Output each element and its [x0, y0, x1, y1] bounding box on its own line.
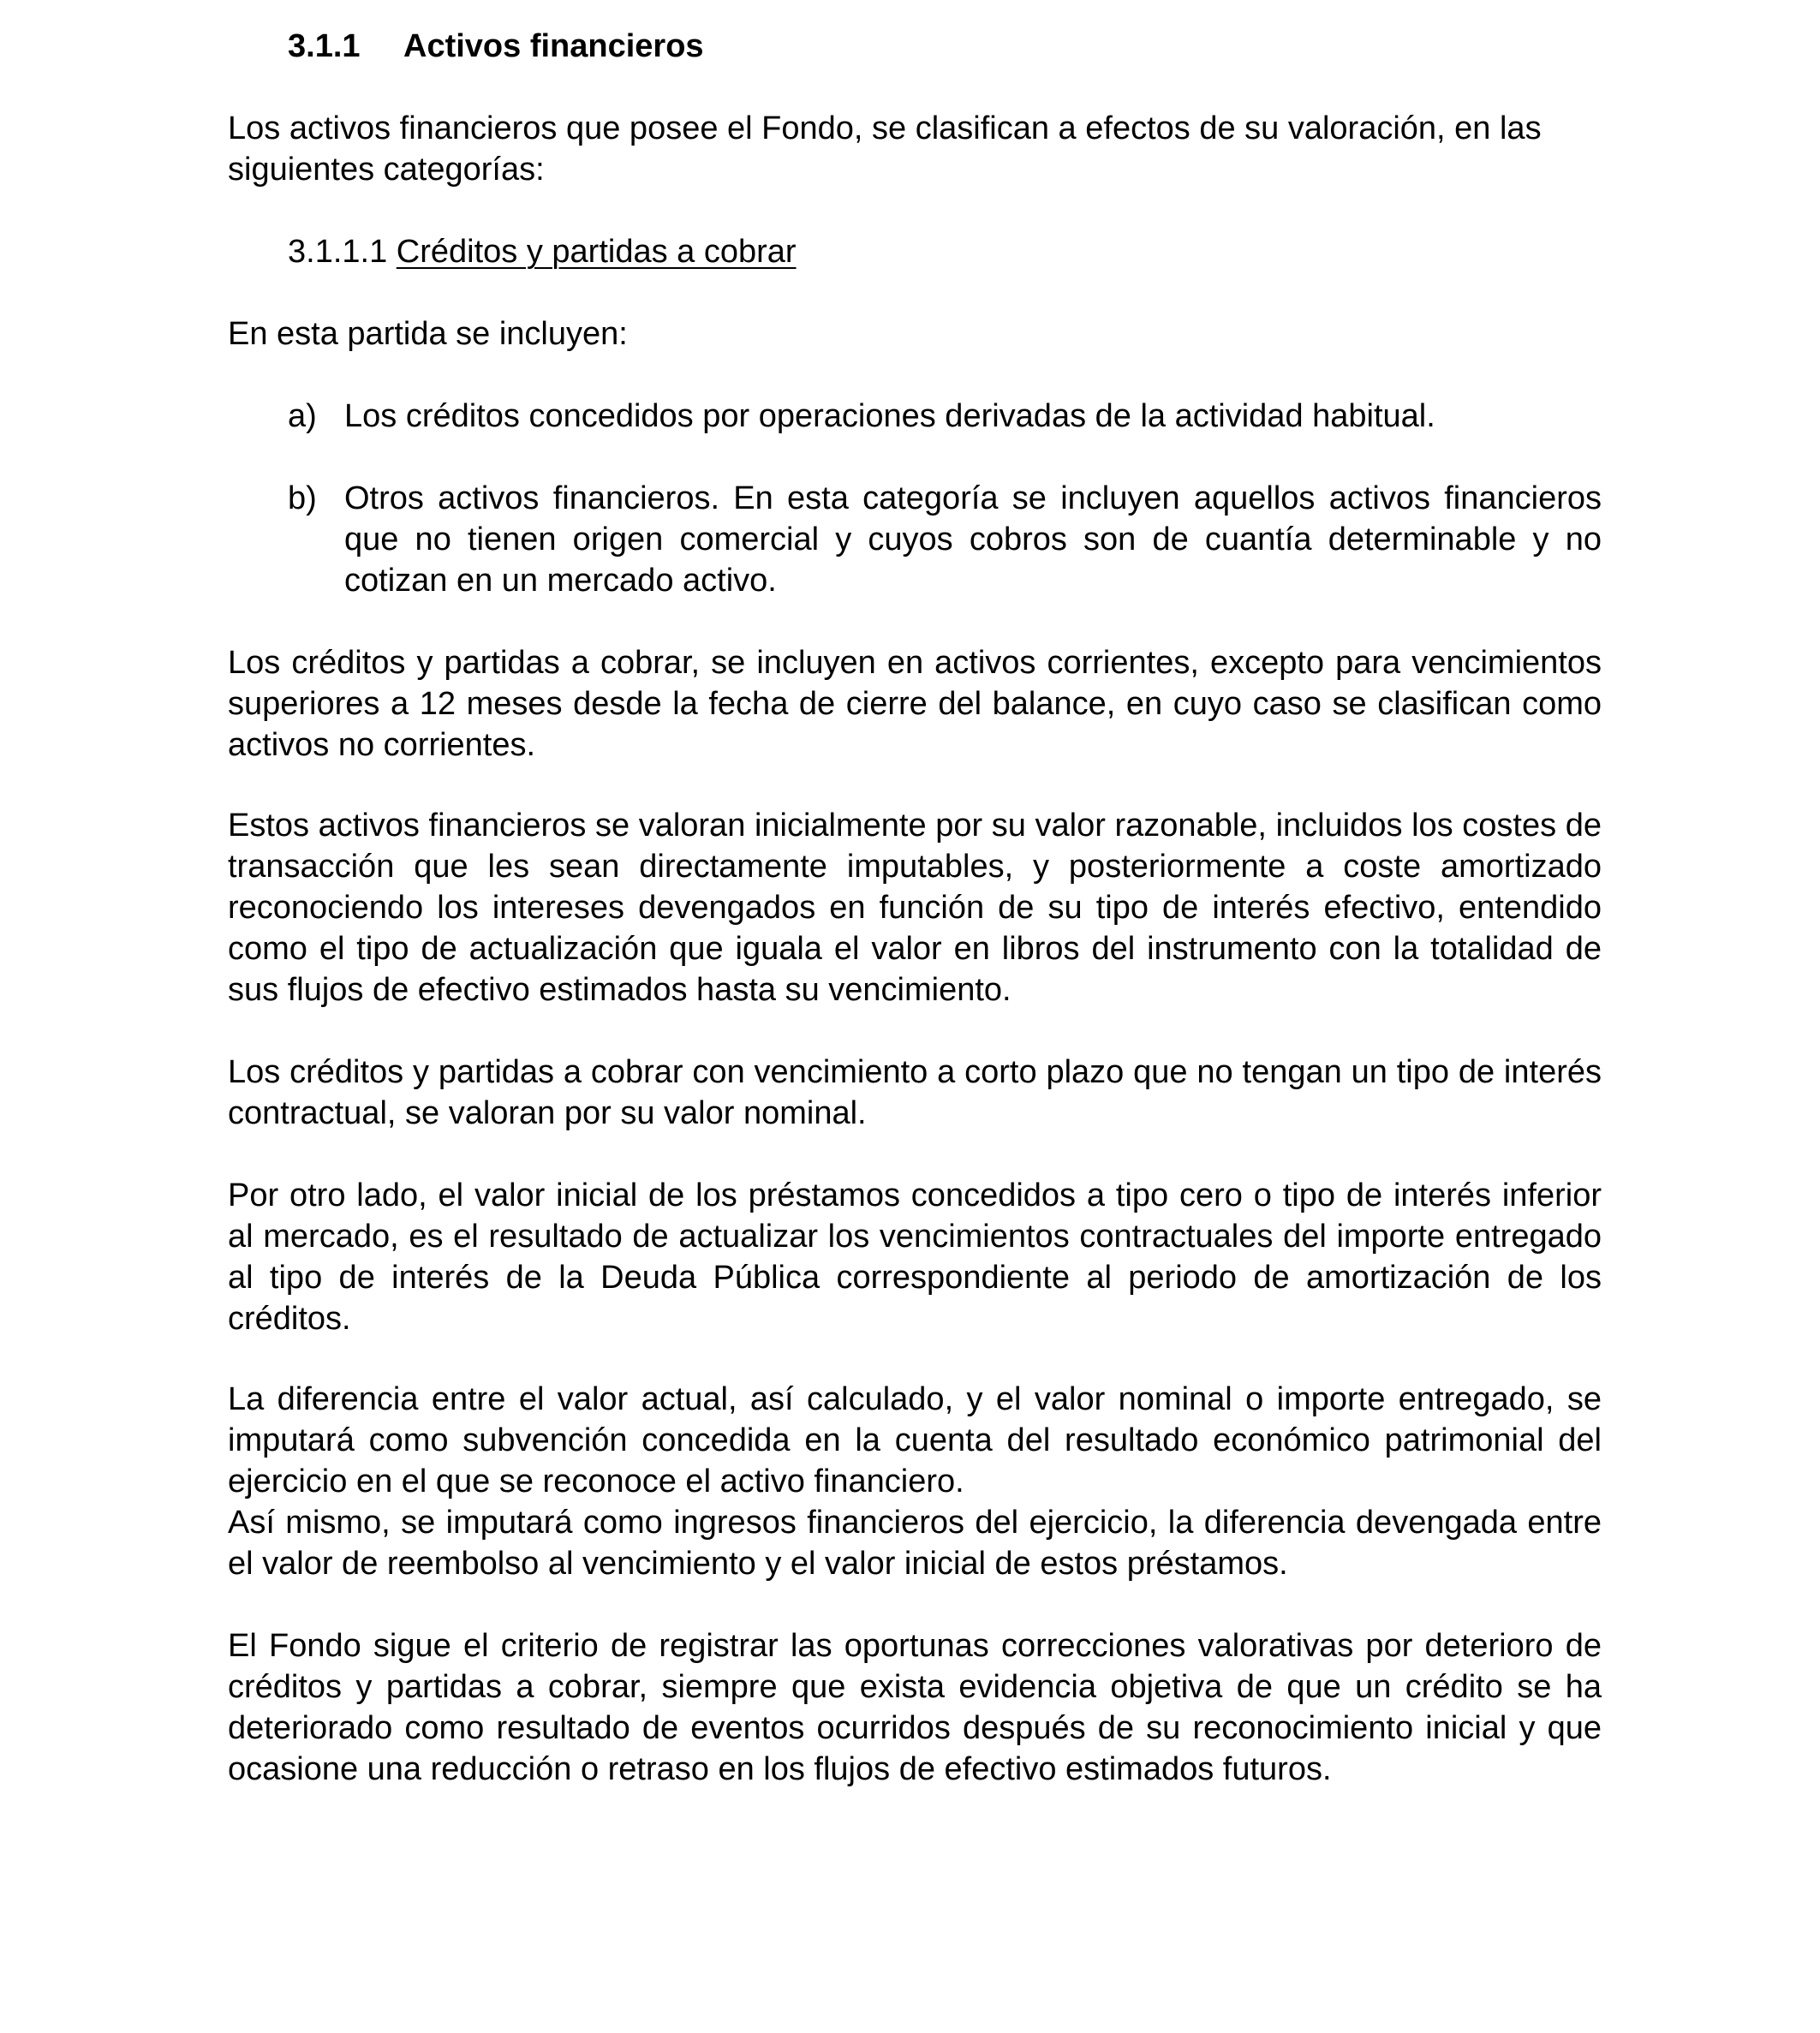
list-marker: b) — [288, 480, 317, 516]
intro-paragraph: Los activos financieros que posee el Fondo, se clasifican a efectos de su valoración, en las siguientes categorías: — [228, 110, 1542, 188]
body-paragraph: Los créditos y partidas a cobrar con vencimiento a corto plazo que no tengan un tipo de interés contractual, se valoran por su valor nominal. — [228, 1054, 1602, 1131]
body-paragraph: Por otro lado, el valor inicial de los préstamos concedidos a tipo cero o tipo de interés inferior al mercado, es el resultado de actualizar los vencimientos contractuales del importe entregado al tipo de interés de la Deuda Pública correspondiente al periodo de amortización de los créditos. — [228, 1177, 1602, 1337]
body-paragraph: El Fondo sigue el criterio de registrar las oportunas correcciones valorativas por deterioro de créditos y partidas a cobrar, siempre que exista evidencia objetiva de que un crédito se ha deteriorado como resultado de eventos ocurridos después de su reconocimiento inicial y que ocasione una reducción o retraso en los flujos de efectivo estimados futuros. — [228, 1628, 1602, 1787]
body-paragraph: Los créditos y partidas a cobrar, se incluyen en activos corrientes, excepto para vencimientos superiores a 12 meses desde la fecha de cierre del balance, en cuyo caso se clasifican como activos no corrientes. — [228, 645, 1602, 763]
body-paragraph: La diferencia entre el valor actual, así calculado, y el valor nominal o importe entregado, se imputará como subvención concedida en la cuenta del resultado económico patrimonial del ejercicio en el que se reconoce el activo financiero. — [228, 1381, 1602, 1499]
list-item-text: Otros activos financieros. En esta categoría se incluyen aquellos activos financieros que no tienen origen comercial y cuyos cobros son de cuantía determinable y no cotizan en un mercado activo. — [344, 480, 1602, 599]
body-paragraph: Así mismo, se imputará como ingresos financieros del ejercicio, la diferencia devengada entre el valor de reembolso al vencimiento y el valor inicial de estos préstamos. — [228, 1505, 1602, 1582]
list-item — [288, 478, 1602, 601]
section-title: Activos financieros — [403, 28, 704, 64]
list-item-text: Los créditos concedidos por operaciones derivadas de la actividad habitual. — [344, 398, 1435, 434]
subsection-heading — [288, 231, 797, 272]
subsection-number: 3.1.1.1 — [288, 234, 388, 270]
body-paragraph: Estos activos financieros se valoran inicialmente por su valor razonable, incluidos los costes de transacción que les sean directamente imputables, y posteriormente a coste amortizado reconociendo los intereses devengados en función de su tipo de interés efectivo, entendido como el tipo de actualización que iguala el valor en libros del instrumento con la totalidad de sus flujos de efectivo estimados hasta su vencimiento. — [228, 808, 1602, 1008]
section-number: 3.1.1 — [288, 28, 361, 64]
subsection-title: Créditos y partidas a cobrar — [396, 234, 797, 270]
list-marker: a) — [288, 398, 317, 434]
section-heading — [288, 26, 704, 67]
list-intro: En esta partida se incluyen: — [228, 316, 628, 352]
list-item — [288, 396, 1602, 437]
